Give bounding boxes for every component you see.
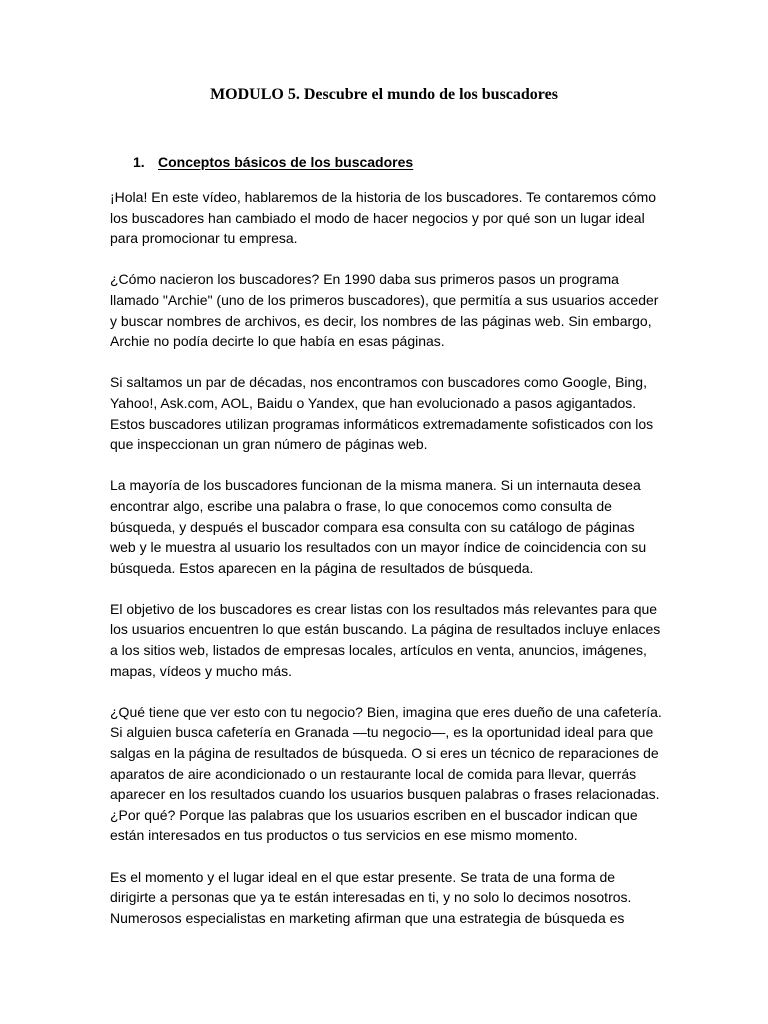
paragraph: ¿Cómo nacieron los buscadores? En 1990 daba sus primeros pasos un programa llamado "Archie" (uno de los primeros buscadores), que permitía a sus usuarios acceder y buscar nombres de archivos, es decir, los nombres de las páginas web. Sin embargo, Archie no podía decirte lo que había en esas páginas. bbox=[110, 271, 659, 350]
section-heading bbox=[133, 152, 413, 172]
paragraph: La mayoría de los buscadores funcionan de la misma manera. Si un internauta desea encontrar algo, escribe una palabra o frase, lo que conocemos como consulta de búsqueda, y después el buscador compara esa consulta con su catálogo de páginas web y le muestra al usuario los resultados con un mayor índice de coincidencia con su búsqueda. Estos aparecen en la página de resultados de búsqueda. bbox=[110, 477, 647, 576]
document-title: MODULO 5. Descubre el mundo de los buscadores bbox=[210, 86, 558, 103]
paragraph: Es el momento y el lugar ideal en el que estar presente. Se trata de una forma de dirigirte a personas que ya te están interesadas en ti, y no solo lo decimos nosotros. Numerosos especialistas en marketing afirman que una estrategia de búsqueda es bbox=[110, 868, 632, 926]
paragraph: El objetivo de los buscadores es crear listas con los resultados más relevantes para que los usuarios encuentren lo que están buscando. La página de resultados incluye enlaces a los sitios web, listados de empresas locales, artículos en venta, anuncios, imágenes, mapas, vídeos y mucho más. bbox=[110, 600, 661, 679]
paragraph: ¿Qué tiene que ver esto con tu negocio? Bien, imagina que eres dueño de una cafetería. Si alguien busca cafetería en Granada —tu negocio—, es la oportunidad ideal para que salgas en la página de resultados de búsqueda. O si eres un técnico de reparaciones de aparatos de aire acondicionado o un restaurante local de comida para llevar, querrás aparecer en los resultados cuando los usuarios busquen palabras o frases relacionadas. ¿Por qué? Porque las palabras que los usuarios escriben en el buscador indican que están interesados en tus productos o tus servicios en ese mismo momento. bbox=[110, 703, 662, 844]
section-number: 1. bbox=[133, 154, 145, 170]
paragraph: ¡Hola! En este vídeo, hablaremos de la historia de los buscadores. Te contaremos cómo los buscadores han cambiado el modo de hacer negocios y por qué son un lugar ideal para promocionar tu empresa. bbox=[110, 189, 657, 247]
body-text bbox=[110, 187, 662, 949]
section-heading-label: Conceptos básicos de los buscadores bbox=[158, 154, 414, 170]
paragraph: Si saltamos un par de décadas, nos encontramos con buscadores como Google, Bing, Yahoo!, Ask.com, AOL, Baidu o Yandex, que han evolucionado a pasos agigantados. Estos buscadores utilizan programas informáticos extremadamente sofisticados con los que inspeccionan un gran número de páginas web. bbox=[110, 374, 654, 453]
